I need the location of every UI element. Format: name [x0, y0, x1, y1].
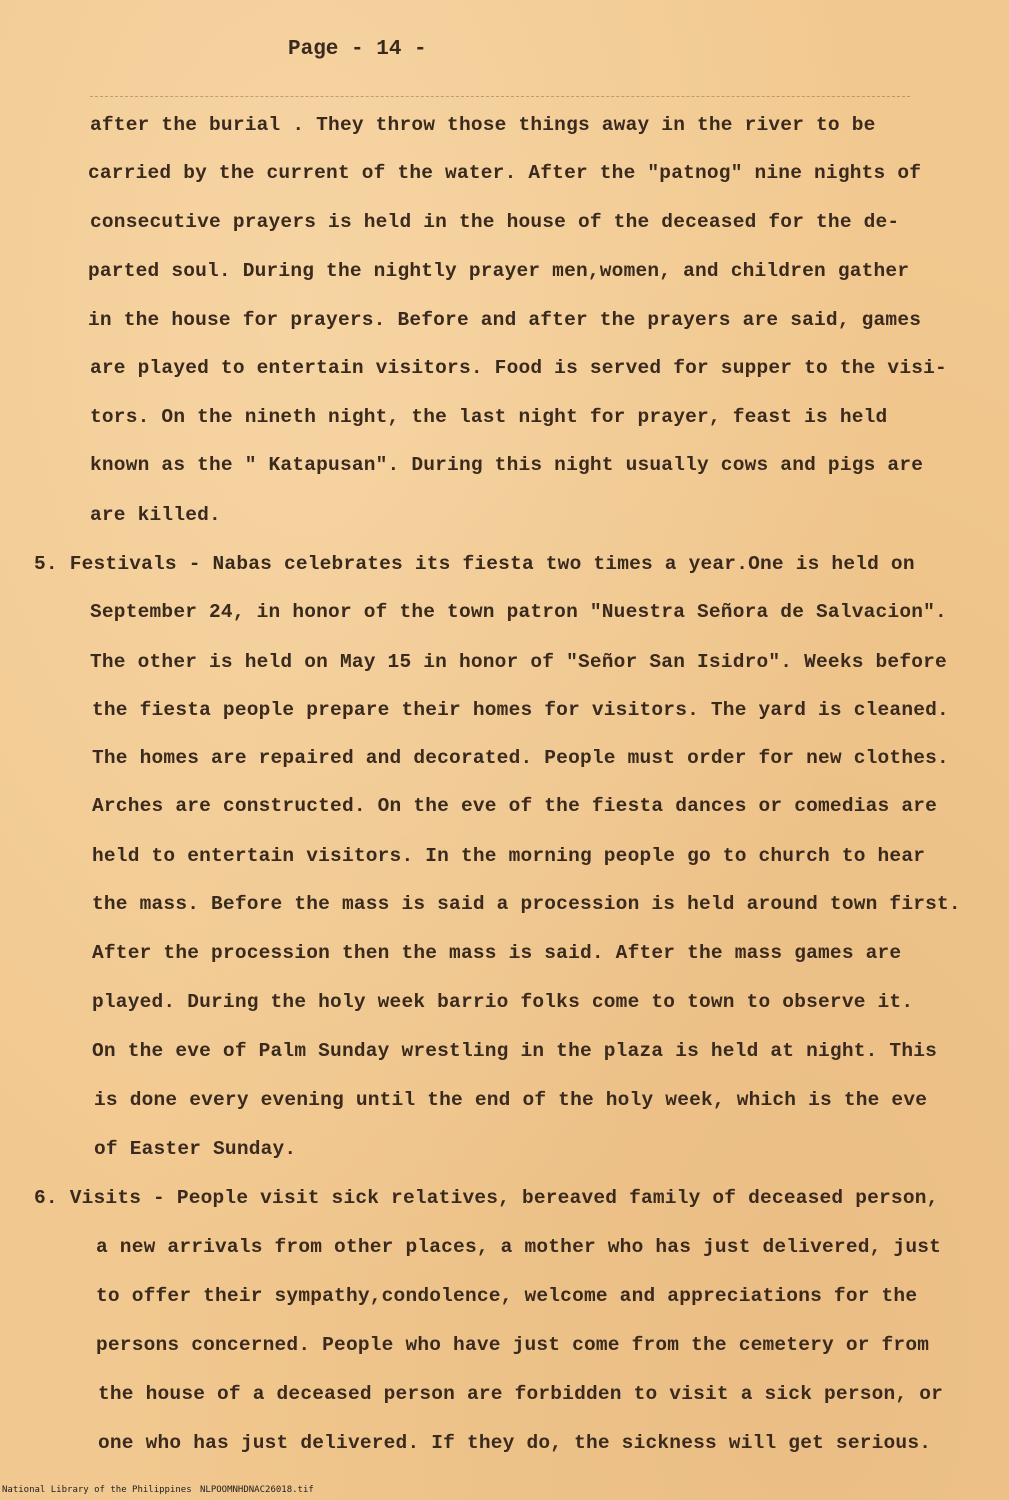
section-heading-festivals: 5. Festivals - Nabas celebrates its fiesta two times a year.One is held on: [34, 553, 915, 575]
faint-rule: [90, 96, 910, 97]
text-line: On the eve of Palm Sunday wrestling in the plaza is held at night. This: [92, 1040, 938, 1062]
text-line: After the procession then the mass is said. After the mass games are: [92, 942, 902, 964]
text-line: carried by the current of the water. After the "patnog" nine nights of: [88, 162, 922, 184]
text-line: is done every evening until the end of the holy week, which is the eve: [94, 1089, 928, 1111]
text-line: one who has just delivered. If they do, the sickness will get serious.: [98, 1432, 932, 1454]
text-line: known as the " Katapusan". During this night usually cows and pigs are: [90, 454, 924, 476]
text-line: persons concerned. People who have just come from the cemetery or from: [96, 1334, 930, 1356]
text-line: September 24, in honor of the town patron "Nuestra Señora de Salvacion".: [90, 601, 947, 623]
text-line: in the house for prayers. Before and after the prayers are said, games: [88, 309, 922, 331]
text-line: The other is held on May 15 in honor of "Señor San Isidro". Weeks before: [90, 651, 947, 673]
text-line: played. During the holy week barrio folks come to town to observe it.: [92, 991, 914, 1013]
text-line: The homes are repaired and decorated. People must order for new clothes.: [92, 747, 949, 769]
footer-source: National Library of the Philippines: [2, 1485, 192, 1495]
text-line: held to entertain visitors. In the morning people go to church to hear: [92, 845, 926, 867]
text-line: of Easter Sunday.: [94, 1138, 297, 1160]
text-line: Arches are constructed. On the eve of the fiesta dances or comedias are: [92, 795, 938, 817]
text-line: the house of a deceased person are forbidden to visit a sick person, or: [98, 1383, 944, 1405]
text-line: the mass. Before the mass is said a procession is held around town first.: [92, 893, 961, 915]
page-number: Page - 14 -: [288, 38, 427, 61]
text-line: the fiesta people prepare their homes for visitors. The yard is cleaned.: [92, 699, 949, 721]
text-line: parted soul. During the nightly prayer men,women, and children gather: [88, 260, 910, 282]
text-line: tors. On the nineth night, the last night for prayer, feast is held: [90, 406, 888, 428]
section-heading-visits: 6. Visits - People visit sick relatives, bereaved family of deceased person,: [34, 1187, 939, 1209]
text-line: to offer their sympathy,condolence, welcome and appreciations for the: [96, 1285, 918, 1307]
text-line: consecutive prayers is held in the house of the deceased for the de-: [90, 211, 900, 233]
text-line: are played to entertain visitors. Food is served for supper to the visi-: [90, 357, 947, 379]
text-line: are killed.: [90, 504, 221, 526]
text-line: a new arrivals from other places, a mother who has just delivered, just: [96, 1236, 942, 1258]
footer-file-id: NLPOOMNHDNAC26018.tif: [200, 1485, 314, 1495]
text-line: after the burial . They throw those things away in the river to be: [90, 114, 876, 136]
